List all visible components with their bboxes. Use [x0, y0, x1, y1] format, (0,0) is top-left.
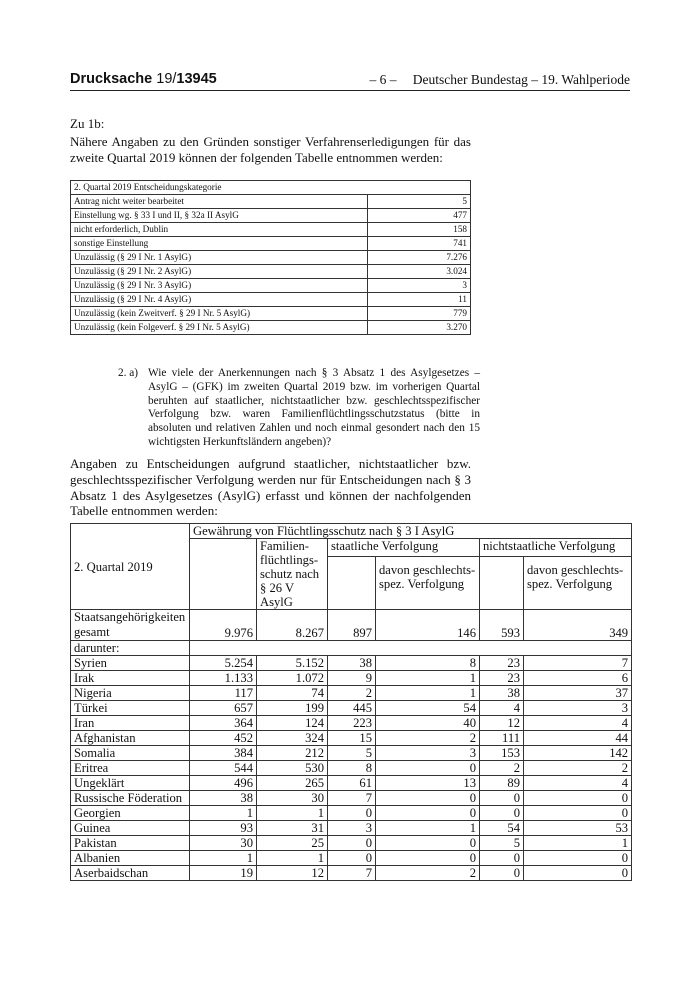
cell-value: 8	[328, 761, 376, 776]
cell-value: 2	[376, 866, 480, 881]
cell-value: 3	[328, 821, 376, 836]
table-row	[71, 701, 632, 716]
cell-value: 74	[257, 686, 328, 701]
country-name: Pakistan	[71, 836, 190, 851]
table-protection-grants	[70, 523, 632, 881]
cell-value: 0	[524, 806, 632, 821]
cell-value: 0	[376, 791, 480, 806]
row-value: 3.024	[368, 265, 471, 279]
nonstate-total-col-header	[480, 557, 524, 610]
table-row	[71, 791, 632, 806]
gender-nonstate-col-header: davon geschlechts-spez. Verfolgung	[524, 557, 632, 610]
cell-value: 19	[190, 866, 257, 881]
nonstate-col-header: nichtstaatliche Verfolgung	[480, 539, 632, 557]
cell-value: 199	[257, 701, 328, 716]
cell-value: 223	[328, 716, 376, 731]
table-row	[71, 821, 632, 836]
cell-value: 0	[524, 866, 632, 881]
table-row	[71, 279, 471, 293]
cell-value: 40	[376, 716, 480, 731]
cell-value: 0	[480, 791, 524, 806]
cell-value: 23	[480, 671, 524, 686]
row-value: 11	[368, 293, 471, 307]
table-row	[71, 776, 632, 791]
cell-value: 5	[480, 836, 524, 851]
table-row	[71, 209, 471, 223]
question-number: 2. a)	[118, 367, 139, 379]
cell-value: 53	[524, 821, 632, 836]
country-name: Ungeklärt	[71, 776, 190, 791]
cell-value: 0	[524, 851, 632, 866]
row-label: Einstellung wg. § 33 I und II, § 32a II AsylG	[71, 209, 368, 223]
total-label: Staatsangehörigkeiten gesamt	[71, 610, 190, 641]
row-value: 7.276	[368, 251, 471, 265]
cell-value: 212	[257, 746, 328, 761]
cell-value: 38	[480, 686, 524, 701]
cell-value: 2	[480, 761, 524, 776]
cell-value: 6	[524, 671, 632, 686]
total-value: 9.976	[190, 610, 257, 641]
table-row	[71, 716, 632, 731]
cell-value: 37	[524, 686, 632, 701]
cell-value: 30	[190, 836, 257, 851]
table-row	[71, 851, 632, 866]
country-name: Guinea	[71, 821, 190, 836]
cell-value: 30	[257, 791, 328, 806]
row-value: 779	[368, 307, 471, 321]
total-value: 349	[524, 610, 632, 641]
row-label: Unzulässig (§ 29 I Nr. 1 AsylG)	[71, 251, 368, 265]
country-name: Georgien	[71, 806, 190, 821]
table-row	[71, 251, 471, 265]
cell-value: 0	[524, 791, 632, 806]
cell-value: 0	[376, 851, 480, 866]
page-number: – 6 –	[369, 72, 397, 87]
cell-value: 142	[524, 746, 632, 761]
table-row	[71, 761, 632, 776]
cell-value: 1	[257, 851, 328, 866]
cell-value: 23	[480, 656, 524, 671]
table-row	[71, 265, 471, 279]
country-name: Türkei	[71, 701, 190, 716]
cell-value: 496	[190, 776, 257, 791]
country-name: Syrien	[71, 656, 190, 671]
row-label: Unzulässig (kein Zweitverf. § 29 I Nr. 5 AsylG)	[71, 307, 368, 321]
country-name: Irak	[71, 671, 190, 686]
cell-value: 54	[376, 701, 480, 716]
cell-value: 265	[257, 776, 328, 791]
total-value: 593	[480, 610, 524, 641]
country-name: Afghanistan	[71, 731, 190, 746]
cell-value: 89	[480, 776, 524, 791]
cell-value: 8	[376, 656, 480, 671]
cell-value: 4	[524, 776, 632, 791]
cell-value: 5.152	[257, 656, 328, 671]
table-row	[71, 237, 471, 251]
cell-value: 111	[480, 731, 524, 746]
cell-value: 2	[328, 686, 376, 701]
cell-value: 3	[524, 701, 632, 716]
table-row	[71, 307, 471, 321]
table-row	[71, 223, 471, 237]
cell-value: 44	[524, 731, 632, 746]
family-col-header: Familien-flüchtlings-schutz nach § 26 V AsylG	[257, 539, 328, 610]
cell-value: 445	[328, 701, 376, 716]
cell-value: 7	[524, 656, 632, 671]
cell-value: 364	[190, 716, 257, 731]
country-name: Iran	[71, 716, 190, 731]
cell-value: 1	[376, 686, 480, 701]
cell-value: 4	[480, 701, 524, 716]
cell-value: 1	[524, 836, 632, 851]
table-row	[71, 293, 471, 307]
cell-value: 0	[376, 836, 480, 851]
cell-value: 93	[190, 821, 257, 836]
row-label: Unzulässig (§ 29 I Nr. 4 AsylG)	[71, 293, 368, 307]
country-name: Russische Föderation	[71, 791, 190, 806]
cell-value: 5	[328, 746, 376, 761]
cell-value: 452	[190, 731, 257, 746]
cell-value: 7	[328, 866, 376, 881]
country-name: Albanien	[71, 851, 190, 866]
country-name: Nigeria	[71, 686, 190, 701]
question-text: Wie viele der Anerkennungen nach § 3 Absatz 1 des Asylgesetzes – AsylG – (GFK) im zweiten Quartal 2019 bzw. im vorherigen Quartal beruhten auf staatlicher, nichtstaatlicher bzw. geschlechtsspezifischer Verfolgung bzw. waren Familienflüchtlingsschutzstatus (bitte in absoluten und relativen Zahlen und noch einmal gesondert nach den 15 wichtigsten Herkunftsländern angeben)?	[148, 367, 480, 448]
table-header-row	[71, 524, 632, 539]
row-value: 5	[368, 195, 471, 209]
row-label: Unzulässig (§ 29 I Nr. 3 AsylG)	[71, 279, 368, 293]
cell-value: 544	[190, 761, 257, 776]
cell-value: 324	[257, 731, 328, 746]
total-col-header	[190, 539, 257, 610]
section-label: Zu 1b:	[70, 116, 105, 131]
cell-value: 5.254	[190, 656, 257, 671]
row-value: 3.270	[368, 321, 471, 335]
page-header	[70, 70, 630, 91]
total-value: 146	[376, 610, 480, 641]
cell-value: 38	[328, 656, 376, 671]
group-header: Gewährung von Flüchtlingsschutz nach § 3 I AsylG	[190, 524, 632, 539]
row-label: nicht erforderlich, Dublin	[71, 223, 368, 237]
cell-value: 38	[190, 791, 257, 806]
cell-value: 25	[257, 836, 328, 851]
cell-value: 15	[328, 731, 376, 746]
table-row	[71, 836, 632, 851]
table-row	[71, 806, 632, 821]
cell-value: 7	[328, 791, 376, 806]
question-block	[118, 367, 480, 450]
state-col-header: staatliche Verfolgung	[328, 539, 480, 557]
cell-value: 0	[480, 866, 524, 881]
total-row	[71, 610, 632, 641]
row-label: Unzulässig (§ 29 I Nr. 2 AsylG)	[71, 265, 368, 279]
subheading-label: darunter:	[71, 641, 190, 656]
period-header: 2. Quartal 2019	[71, 524, 190, 610]
subheading-row	[71, 641, 632, 656]
row-label: Unzulässig (kein Folgeverf. § 29 I Nr. 5 AsylG)	[71, 321, 368, 335]
state-total-col-header	[328, 557, 376, 610]
country-name: Aserbaidschan	[71, 866, 190, 881]
row-label: sonstige Einstellung	[71, 237, 368, 251]
cell-value: 0	[480, 851, 524, 866]
document-number: Drucksache 19/13945	[70, 71, 217, 87]
cell-value: 12	[257, 866, 328, 881]
answer-paragraph: Angaben zu Entscheidungen aufgrund staatlicher, nichtstaatlicher bzw. geschlechtsspezifischer Verfolgung werden nur für Entscheidungen nach § 3 Absatz 1 des Asylgesetzes (AsylG) erfasst und können der nachfolgenden Tabelle entnommen werden:	[70, 456, 471, 519]
cell-value: 0	[480, 806, 524, 821]
publisher: Deutscher Bundestag – 19. Wahlperiode	[412, 72, 630, 87]
intro-paragraph: Nähere Angaben zu den Gründen sonstiger Verfahrenserledigungen für das zweite Quartal 2019 können der folgenden Tabelle entnommen werden:	[70, 134, 471, 165]
cell-value: 1.072	[257, 671, 328, 686]
country-name: Somalia	[71, 746, 190, 761]
cell-value: 9	[328, 671, 376, 686]
cell-value: 2	[376, 731, 480, 746]
total-value: 897	[328, 610, 376, 641]
cell-value: 3	[376, 746, 480, 761]
row-label: Antrag nicht weiter bearbeitet	[71, 195, 368, 209]
cell-value: 0	[328, 806, 376, 821]
table-header: 2. Quartal 2019 Entscheidungskategorie	[71, 181, 471, 195]
table-row	[71, 731, 632, 746]
cell-value: 1	[257, 806, 328, 821]
row-value: 3	[368, 279, 471, 293]
cell-value: 1	[190, 851, 257, 866]
cell-value: 0	[328, 851, 376, 866]
table-row	[71, 866, 632, 881]
cell-value: 1	[190, 806, 257, 821]
row-value: 477	[368, 209, 471, 223]
total-value: 8.267	[257, 610, 328, 641]
cell-value: 54	[480, 821, 524, 836]
cell-value: 657	[190, 701, 257, 716]
cell-value: 13	[376, 776, 480, 791]
cell-value: 0	[328, 836, 376, 851]
cell-value: 2	[524, 761, 632, 776]
cell-value: 0	[376, 761, 480, 776]
table-row	[71, 195, 471, 209]
table-header-row	[71, 181, 471, 195]
table-row	[71, 686, 632, 701]
cell-value: 117	[190, 686, 257, 701]
gender-state-col-header: davon geschlechts-spez. Verfolgung	[376, 557, 480, 610]
table-procedure-outcomes	[70, 180, 471, 335]
cell-value: 384	[190, 746, 257, 761]
cell-value: 4	[524, 716, 632, 731]
row-value: 158	[368, 223, 471, 237]
cell-value: 153	[480, 746, 524, 761]
cell-value: 61	[328, 776, 376, 791]
cell-value: 1	[376, 821, 480, 836]
cell-value: 530	[257, 761, 328, 776]
cell-value: 31	[257, 821, 328, 836]
cell-value: 1.133	[190, 671, 257, 686]
cell-value: 1	[376, 671, 480, 686]
table-row	[71, 656, 632, 671]
cell-value: 12	[480, 716, 524, 731]
cell-value: 124	[257, 716, 328, 731]
country-name: Eritrea	[71, 761, 190, 776]
table-row	[71, 746, 632, 761]
row-value: 741	[368, 237, 471, 251]
table-row	[71, 321, 471, 335]
table-row	[71, 671, 632, 686]
cell-value: 0	[376, 806, 480, 821]
